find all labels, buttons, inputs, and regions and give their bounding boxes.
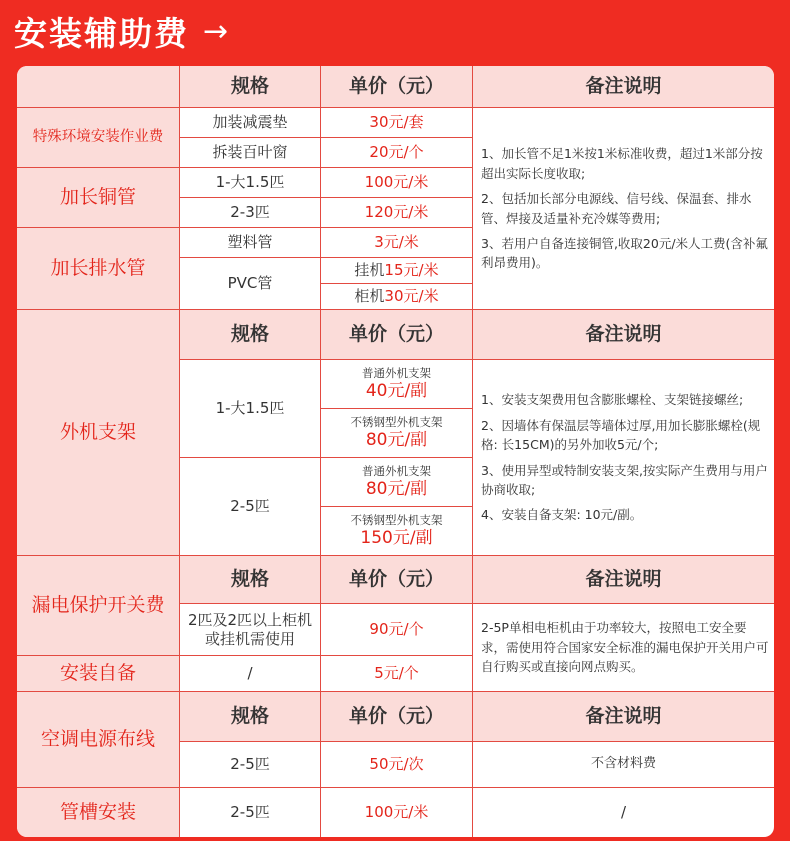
price-cell: 120元/米 (321, 198, 473, 228)
spec-cell: 2匹及2匹以上柜机或挂机需使用 (180, 604, 321, 656)
wall-label: 挂机 (354, 261, 385, 280)
price-cell: 30元/套 (321, 108, 473, 138)
header-note: 备注说明 (473, 556, 774, 604)
spec-cell: 2-5匹 (180, 458, 321, 556)
category-power-wiring: 空调电源布线 (17, 692, 180, 788)
page-header (14, 6, 230, 56)
spec-cell: 加装减震垫 (180, 108, 321, 138)
bracket-name: 普通外机支架 (362, 463, 431, 478)
bracket-price: 40元/副 (365, 380, 428, 401)
price-cell: 3元/米 (321, 228, 473, 258)
bracket-name: 普通外机支架 (362, 365, 431, 380)
price-cell: 100元/米 (321, 168, 473, 198)
spec-cell: PVC管 (180, 258, 321, 310)
notes-leakage: 2-5P单相电柜机由于功率较大，按照电工安全要求，需使用符合国家安全标准的漏电保护开关用户可自行购买或直接向网点购买。 (473, 604, 774, 692)
price-cell-cabinet (321, 284, 473, 310)
cabinet-price: 30元/米 (384, 287, 439, 306)
bracket-price: 80元/副 (365, 478, 428, 499)
header-spec: 规格 (180, 66, 321, 108)
spec-cell: 2-3匹 (180, 198, 321, 228)
notes-section-1 (473, 108, 774, 310)
note-line: 4、安装自备支架: 10元/副。 (481, 507, 643, 523)
header-spec: 规格 (180, 692, 321, 742)
category-leakage-switch: 漏电保护开关费 (17, 556, 180, 656)
bracket-price: 80元/副 (365, 429, 428, 450)
header-price: 单价（元） (321, 692, 473, 742)
cabinet-label: 柜机 (354, 287, 385, 306)
spec-cell: 1-大1.5匹 (180, 168, 321, 198)
price-cell: 5元/个 (321, 656, 473, 692)
header-spec: 规格 (180, 556, 321, 604)
category-self-install: 安装自备 (17, 656, 180, 692)
spec-cell: / (180, 656, 321, 692)
fee-table (17, 66, 774, 837)
bracket-price: 150元/副 (360, 527, 433, 548)
price-cell: 100元/米 (321, 788, 473, 837)
wall-price: 15元/米 (384, 261, 439, 280)
category-bracket: 外机支架 (17, 310, 180, 556)
header-note: 备注说明 (473, 66, 774, 108)
note-line: 1、安装支架费用包含膨胀螺栓、支架链接螺丝; (481, 392, 744, 408)
category-trunking: 管槽安装 (17, 788, 180, 837)
spec-cell: 2-5匹 (180, 742, 321, 788)
bracket-name: 不锈钢型外机支架 (350, 414, 443, 429)
price-cell (321, 360, 473, 409)
price-cell (321, 458, 473, 507)
price-cell: 20元/个 (321, 138, 473, 168)
header-blank-cell (17, 66, 180, 108)
note-line: 2、包括加长部分电源线、信号线、保温套、排水管、焊接及适量补充冷媒等费用; (481, 191, 752, 226)
note-line: 3、若用户自备连接铜管,收取20元/米人工费(含补氟利昂费用)。 (481, 235, 768, 271)
header-price: 单价（元） (321, 66, 473, 108)
category-special: 特殊环境安装作业费 (17, 108, 180, 168)
price-cell (321, 507, 473, 556)
arrow-right-icon[interactable]: → (203, 13, 231, 49)
bracket-name: 不锈钢型外机支架 (350, 512, 443, 527)
header-note: 备注说明 (473, 310, 774, 360)
note-line: 1、加长管不足1米按1米标准收费，超过1米部分按超出实际长度收取; (481, 146, 763, 181)
category-drain-pipe: 加长排水管 (17, 228, 180, 310)
header-note: 备注说明 (473, 692, 774, 742)
note-line: 2、因墙体有保温层等墙体过厚,用加长膨胀螺栓(规格: 长15CM)的另外加收5元/个; (481, 417, 761, 453)
price-cell-wall (321, 258, 473, 284)
note-cell: / (620, 803, 627, 822)
spec-cell: 2-5匹 (180, 788, 321, 837)
note-line: 3、使用异型或特制安装支架,按实际产生费用与用户协商收取; (481, 462, 768, 497)
page-title: 安装辅助费 (14, 13, 189, 53)
header-spec: 规格 (180, 310, 321, 360)
header-price: 单价（元） (321, 310, 473, 360)
spec-cell: 1-大1.5匹 (180, 360, 321, 458)
header-price: 单价（元） (321, 556, 473, 604)
price-cell (321, 409, 473, 458)
note-cell: 不含材料费 (473, 742, 774, 788)
notes-bracket (473, 360, 774, 556)
price-cell: 90元/个 (321, 604, 473, 656)
price-cell: 50元/次 (321, 742, 473, 788)
spec-cell: 拆装百叶窗 (180, 138, 321, 168)
category-copper-pipe: 加长铜管 (17, 168, 180, 228)
spec-cell: 塑料管 (180, 228, 321, 258)
